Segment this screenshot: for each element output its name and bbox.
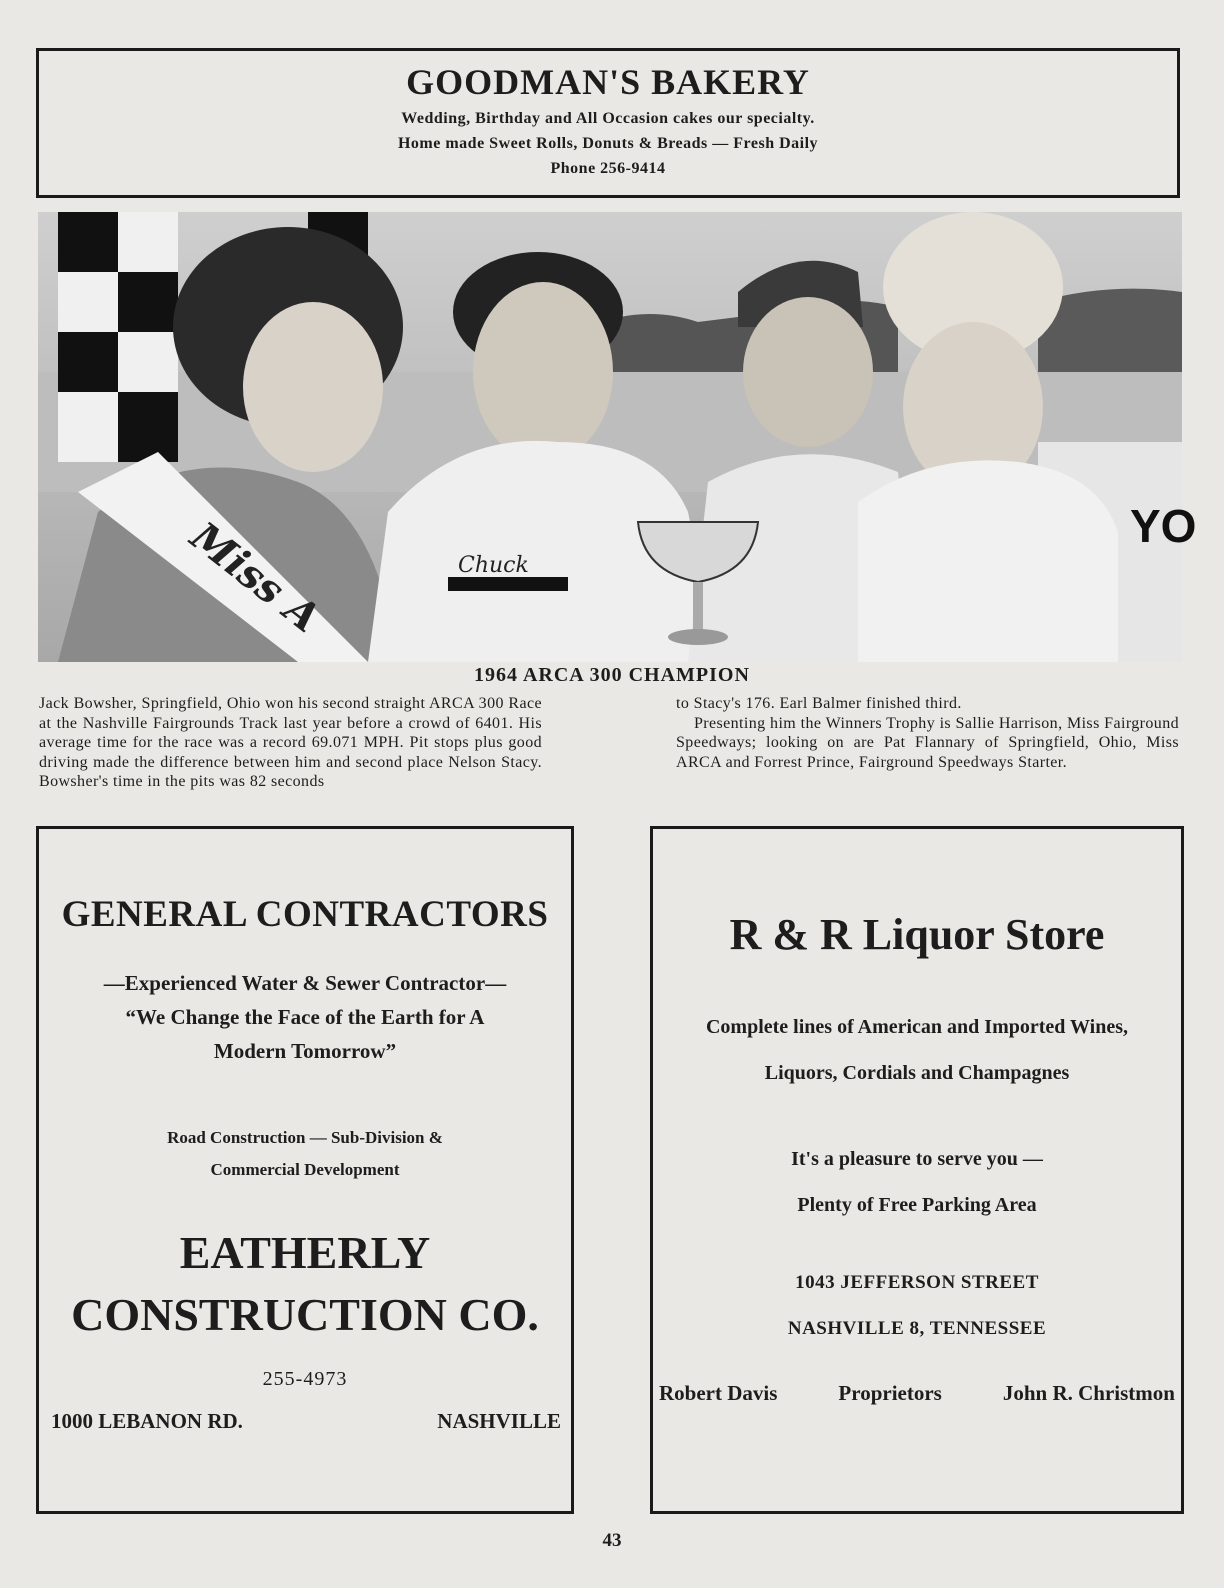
- tagline-line-2: “We Change the Face of the Earth for A: [125, 1005, 485, 1029]
- liquor-address-1: 1043 JEFFERSON STREET: [795, 1272, 1039, 1293]
- services-line-2: Commercial Development: [210, 1160, 400, 1179]
- article-right-column: [676, 694, 1179, 772]
- bakery-line-2: Home made Sweet Rolls, Donuts & Breads — Fresh Daily: [397, 135, 819, 152]
- company-name-line-2: CONSTRUCTION CO.: [71, 1289, 539, 1340]
- article-title: 1964 ARCA 300 CHAMPION: [474, 664, 750, 686]
- services-line-1: Road Construction — Sub-Division &: [167, 1128, 443, 1147]
- liquor-line-4: Plenty of Free Parking Area: [797, 1194, 1037, 1216]
- construction-tagline: [39, 966, 571, 1068]
- bakery-title: GOODMAN'S BAKERY: [406, 62, 810, 102]
- shirt-name: Chuck: [458, 553, 529, 578]
- liquor-store-advertisement: [650, 826, 1184, 1514]
- construction-address: 1000 LEBANON RD.: [51, 1409, 243, 1433]
- construction-city: NASHVILLE: [437, 1409, 561, 1433]
- liquor-owners-row: [659, 1381, 1175, 1406]
- liquor-description: [653, 1004, 1181, 1096]
- photo-illustration: [38, 212, 1197, 662]
- liquor-address: [653, 1260, 1181, 1352]
- bakery-phone: Phone 256-9414: [550, 160, 666, 177]
- bakery-advertisement: [36, 48, 1180, 198]
- company-name-line-1: EATHERLY: [179, 1227, 431, 1278]
- article-right-paragraph-1: to Stacy's 176. Earl Balmer finished third.: [676, 695, 962, 712]
- liquor-heading: R & R Liquor Store: [729, 910, 1105, 959]
- photo-sign-text: YO: [1130, 500, 1197, 552]
- construction-advertisement: [36, 826, 574, 1514]
- liquor-service: [653, 1136, 1181, 1228]
- owners-label: Proprietors: [838, 1381, 942, 1405]
- article-right-paragraph-2: Presenting him the Winners Trophy is Sallie Harrison, Miss Fairground Speedways; looking on are Pat Flannary of Springfield, Ohio, Miss ARCA and Forrest Prince, Fairground Speedways Starter.: [676, 714, 1179, 771]
- construction-address-row: [51, 1409, 561, 1434]
- liquor-address-2: NASHVILLE 8, TENNESSEE: [787, 1318, 1047, 1339]
- company-name: [39, 1222, 571, 1346]
- tagline-line-1: —Experienced Water & Sewer Contractor—: [103, 971, 507, 995]
- owner-2: John R. Christmon: [1002, 1381, 1175, 1405]
- tagline-line-3: Modern Tomorrow”: [213, 1039, 397, 1063]
- construction-heading: GENERAL CONTRACTORS: [61, 894, 549, 935]
- liquor-line-2: Liquors, Cordials and Champagnes: [764, 1062, 1070, 1084]
- bakery-line-1: Wedding, Birthday and All Occasion cakes our specialty.: [401, 110, 815, 127]
- liquor-line-1: Complete lines of American and Imported Wines,: [705, 1016, 1129, 1038]
- article-left-column: Jack Bowsher, Springfield, Ohio won his second straight ARCA 300 Race at the Nashville Fairgrounds Track last year before a crowd of 6401. His average time for the race was a record 69.071 MPH. Pit stops plus good driving made the difference between him and second place Nelson Stacy. Bowsher's time in the pits was 82 seconds: [39, 695, 542, 791]
- liquor-line-3: It's a pleasure to serve you —: [791, 1148, 1043, 1170]
- owner-1: Robert Davis: [659, 1381, 778, 1405]
- sash-text: Miss A: [181, 512, 329, 642]
- page-number: 43: [602, 1530, 622, 1551]
- trophy-presentation-photo: [38, 212, 1197, 662]
- construction-phone: 255-4973: [262, 1368, 348, 1390]
- construction-services: [39, 1122, 571, 1186]
